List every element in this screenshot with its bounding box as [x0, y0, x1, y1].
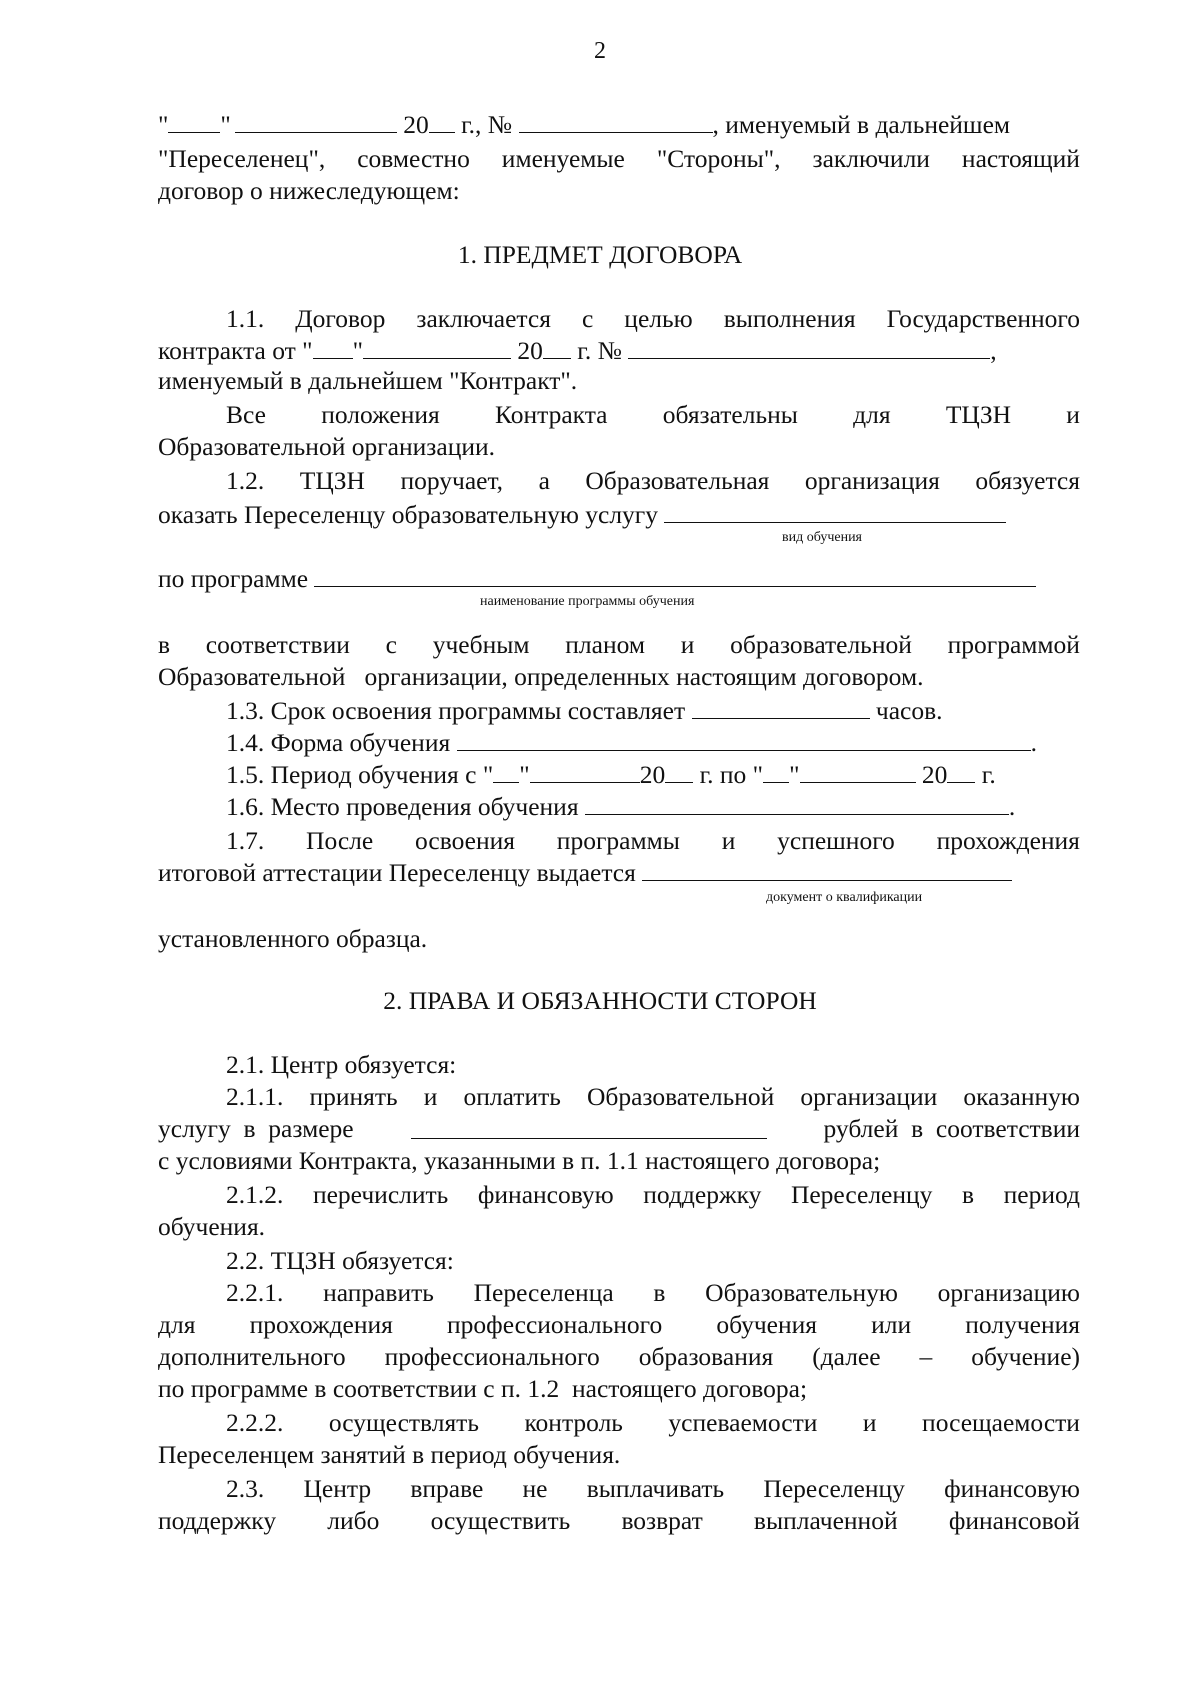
clause-2-2-1-line-3: [158, 1342, 1080, 1372]
word: "Переселенец",: [158, 144, 326, 173]
word: возврат: [621, 1506, 703, 1535]
clause-1-1-line-3: именуемый в дальнейшем "Контракт".: [158, 366, 578, 395]
training-type-blank: [664, 500, 1006, 523]
text-fragment: по программе: [158, 564, 309, 593]
word: выполнения: [723, 304, 856, 333]
text-fragment: 20: [921, 760, 948, 789]
text-fragment: ": [519, 760, 530, 789]
text-fragment: рублей в соответствии: [823, 1114, 1080, 1143]
word: профессионального: [447, 1310, 663, 1339]
text-fragment: ": [352, 336, 363, 365]
word: осуществлять: [328, 1408, 479, 1437]
word: 2.1.2.: [226, 1180, 284, 1209]
intro-line-3: договор о нижеследующем:: [158, 176, 460, 205]
word: обязательны: [662, 400, 798, 429]
contract-number-blank: [628, 336, 990, 359]
word: 2.3.: [226, 1474, 265, 1503]
year-prefix: 20: [403, 110, 429, 139]
word: в: [962, 1180, 975, 1209]
word: 2.2.2.: [226, 1408, 284, 1437]
intro-line-2: [158, 144, 1080, 174]
word: Переселенца: [473, 1278, 614, 1307]
word: Образовательная: [585, 466, 770, 495]
word: учебным: [432, 630, 530, 659]
word: Образовательной: [586, 1082, 775, 1111]
clause-2-2: 2.2. ТЦЗН обязуется:: [226, 1246, 454, 1275]
word: именуемые: [501, 144, 625, 173]
training-place-blank: [585, 792, 1009, 815]
word: оказанную: [963, 1082, 1080, 1111]
word: получения: [965, 1310, 1080, 1339]
clause-1-2-line-1: [226, 466, 1080, 496]
hours-blank: [692, 696, 870, 719]
provisions-line-1: [226, 400, 1080, 430]
word: –: [919, 1342, 933, 1371]
text-fragment: г.: [981, 760, 996, 789]
word: успешного: [777, 826, 895, 855]
text-fragment: итоговой аттестации Переселенцу выдается: [158, 858, 636, 887]
word: организацию: [937, 1278, 1080, 1307]
text-fragment: контракта от ": [158, 336, 313, 365]
word: и: [862, 1408, 877, 1437]
word: положения: [321, 400, 440, 429]
word: выплачивать: [586, 1474, 725, 1503]
word: 1.2.: [226, 466, 265, 495]
word: а: [538, 466, 550, 495]
clause-2-3-line-1: [226, 1474, 1080, 1504]
word: планом: [565, 630, 646, 659]
word: оплатить: [463, 1082, 561, 1111]
word: Договор: [295, 304, 386, 333]
text-fragment: 1.3. Срок освоения программы составляет: [226, 696, 686, 725]
word: После: [306, 826, 374, 855]
clause-2-1-1-line-2: [158, 1114, 1080, 1144]
clause-1-1-line-1: [226, 304, 1080, 334]
word: 2.1.1.: [226, 1082, 284, 1111]
word: Переселенцу: [790, 1180, 933, 1209]
section-1-heading: 1. ПРЕДМЕТ ДОГОВОРА: [457, 240, 743, 269]
word: и: [1066, 400, 1080, 429]
word: заключается: [416, 304, 551, 333]
word: Контракта: [495, 400, 608, 429]
text-fragment: г. №: [577, 336, 622, 365]
clause-2-1-1-line-1: [226, 1082, 1080, 1112]
word: период: [1003, 1180, 1080, 1209]
clause-2-2-2-line-1: [226, 1408, 1080, 1438]
clause-1-3: [226, 696, 943, 726]
training-type-caption: вид обучения: [782, 530, 862, 545]
word: в: [158, 630, 171, 659]
word: перечислить: [312, 1180, 449, 1209]
word: совместно: [357, 144, 470, 173]
word: и: [680, 630, 695, 659]
quote-close: ": [220, 110, 231, 139]
word: успеваемости: [668, 1408, 818, 1437]
intro-line-1: [158, 110, 1010, 140]
text-fragment: 1.4. Форма обучения: [226, 728, 451, 757]
word: соответствии: [205, 630, 350, 659]
word: (далее: [812, 1342, 881, 1371]
program-name-blank: [314, 564, 1036, 587]
text-fragment: оказать Переселенцу образовательную услугу: [158, 500, 659, 529]
word: и: [721, 826, 736, 855]
document-caption: документ о квалификации: [766, 890, 923, 905]
page-number: 2: [594, 38, 606, 64]
clause-2-1: 2.1. Центр обязуется:: [226, 1050, 457, 1079]
word: обучения: [716, 1310, 817, 1339]
word: принять: [309, 1082, 398, 1111]
word: профессионального: [384, 1342, 600, 1371]
text-fragment: 1.5. Период обучения с ": [226, 760, 494, 789]
clause-1-1-line-2: [158, 336, 997, 366]
word: ТЦЗН: [945, 400, 1012, 429]
number-blank: [519, 110, 713, 133]
text-fragment: 1.6. Место проведения обучения: [226, 792, 579, 821]
word: выплаченной: [753, 1506, 898, 1535]
text-fragment: ,: [990, 336, 997, 365]
contract-day-blank: [313, 336, 353, 359]
word: посещаемости: [922, 1408, 1080, 1437]
word: образовательной: [730, 630, 912, 659]
accordance-line-2: Образовательной организации, определенных настоящим договором.: [158, 662, 924, 691]
period-end-month-blank: [800, 760, 916, 783]
word: финансовую: [477, 1180, 614, 1209]
provisions-line-2: Образовательной организации.: [158, 432, 496, 461]
word: поручает,: [400, 466, 504, 495]
month-blank: [235, 110, 397, 133]
clause-1-7-line-3: установленного образца.: [158, 924, 428, 953]
clause-2-3-line-2: [158, 1506, 1080, 1536]
word: дополнительного: [158, 1342, 346, 1371]
intro-line-1-tail: , именуемый в дальнейшем: [712, 110, 1011, 139]
day-blank: [168, 110, 220, 133]
contract-month-blank: [363, 336, 511, 359]
word: Образовательную: [705, 1278, 898, 1307]
word: организация: [804, 466, 940, 495]
text-fragment: .: [1008, 792, 1016, 821]
word: организации: [800, 1082, 938, 1111]
word: прохождения: [936, 826, 1080, 855]
amount-blank: [411, 1116, 767, 1139]
word: обучение): [971, 1342, 1080, 1371]
word: программой: [947, 630, 1080, 659]
clause-1-6: [226, 792, 1015, 822]
clause-2-1-2-line-2: обучения.: [158, 1212, 266, 1241]
word: 1.1.: [226, 304, 265, 333]
word: финансовую: [944, 1474, 1080, 1503]
word: с: [581, 304, 594, 333]
text-fragment: г. по ": [699, 760, 764, 789]
text-fragment: часов.: [875, 696, 943, 725]
word: "Стороны",: [656, 144, 781, 173]
word: Государственного: [886, 304, 1080, 333]
word: образования: [638, 1342, 774, 1371]
contract-year-blank: [543, 336, 571, 359]
text-fragment: 20: [517, 336, 543, 365]
word: не: [522, 1474, 548, 1503]
word: поддержку: [643, 1180, 762, 1209]
word: в: [653, 1278, 666, 1307]
word: с: [385, 630, 397, 659]
word: 1.7.: [226, 826, 265, 855]
word: заключили: [812, 144, 930, 173]
word: ТЦЗН: [299, 466, 365, 495]
clause-2-2-1-line-2: [158, 1310, 1080, 1340]
word: финансовой: [948, 1506, 1080, 1535]
clause-1-7-line-1: [226, 826, 1080, 856]
word: Все: [226, 400, 266, 429]
word: 2.2.1.: [226, 1278, 284, 1307]
period-start-year-blank: [665, 760, 693, 783]
word: программы: [556, 826, 680, 855]
word: целью: [624, 304, 693, 333]
word: освоения: [415, 826, 515, 855]
clause-1-5: [226, 760, 996, 790]
word: или: [871, 1310, 912, 1339]
program-line: [158, 564, 1036, 594]
text-fragment: .: [1030, 728, 1037, 757]
text-fragment: ": [789, 760, 800, 789]
clause-1-7-line-2: [158, 858, 1012, 888]
year-blank: [429, 110, 455, 133]
clause-2-2-1-line-1: [226, 1278, 1080, 1308]
word: настоящий: [961, 144, 1080, 173]
accordance-line-1: [158, 630, 1080, 660]
word: контроль: [524, 1408, 623, 1437]
clause-2-2-2-line-2: Переселенцем занятий в период обучения.: [158, 1440, 621, 1469]
period-end-year-blank: [947, 760, 975, 783]
period-start-day-blank: [493, 760, 519, 783]
quote-open: ": [158, 110, 169, 139]
word: обязуется: [975, 466, 1080, 495]
program-name-caption: наименование программы обучения: [480, 594, 695, 609]
word: Переселенцу: [763, 1474, 905, 1503]
word: вправе: [410, 1474, 484, 1503]
clause-2-1-1-line-3: с условиями Контракта, указанными в п. 1.1 настоящего договора;: [158, 1146, 881, 1175]
word: и: [423, 1082, 438, 1111]
clause-2-2-1-line-4: по программе в соответствии с п. 1.2 настоящего договора;: [158, 1374, 808, 1403]
number-label: г., №: [461, 110, 513, 139]
word: осуществить: [430, 1506, 571, 1535]
word: для: [158, 1310, 196, 1339]
word: для: [853, 400, 891, 429]
document-blank: [642, 858, 1012, 881]
training-form-blank: [457, 728, 1031, 751]
clause-1-2-line-2: [158, 500, 1006, 530]
section-2-heading: 2. ПРАВА И ОБЯЗАННОСТИ СТОРОН: [383, 986, 817, 1015]
word: направить: [323, 1278, 434, 1307]
word: прохождения: [249, 1310, 393, 1339]
text-fragment: услугу в размере: [158, 1114, 354, 1143]
word: либо: [327, 1506, 380, 1535]
text-fragment: 20: [639, 760, 666, 789]
period-start-month-blank: [530, 760, 640, 783]
word: Центр: [303, 1474, 372, 1503]
word: поддержку: [158, 1506, 277, 1535]
clause-1-4: [226, 728, 1037, 758]
clause-2-1-2-line-1: [226, 1180, 1080, 1210]
period-end-day-blank: [763, 760, 789, 783]
